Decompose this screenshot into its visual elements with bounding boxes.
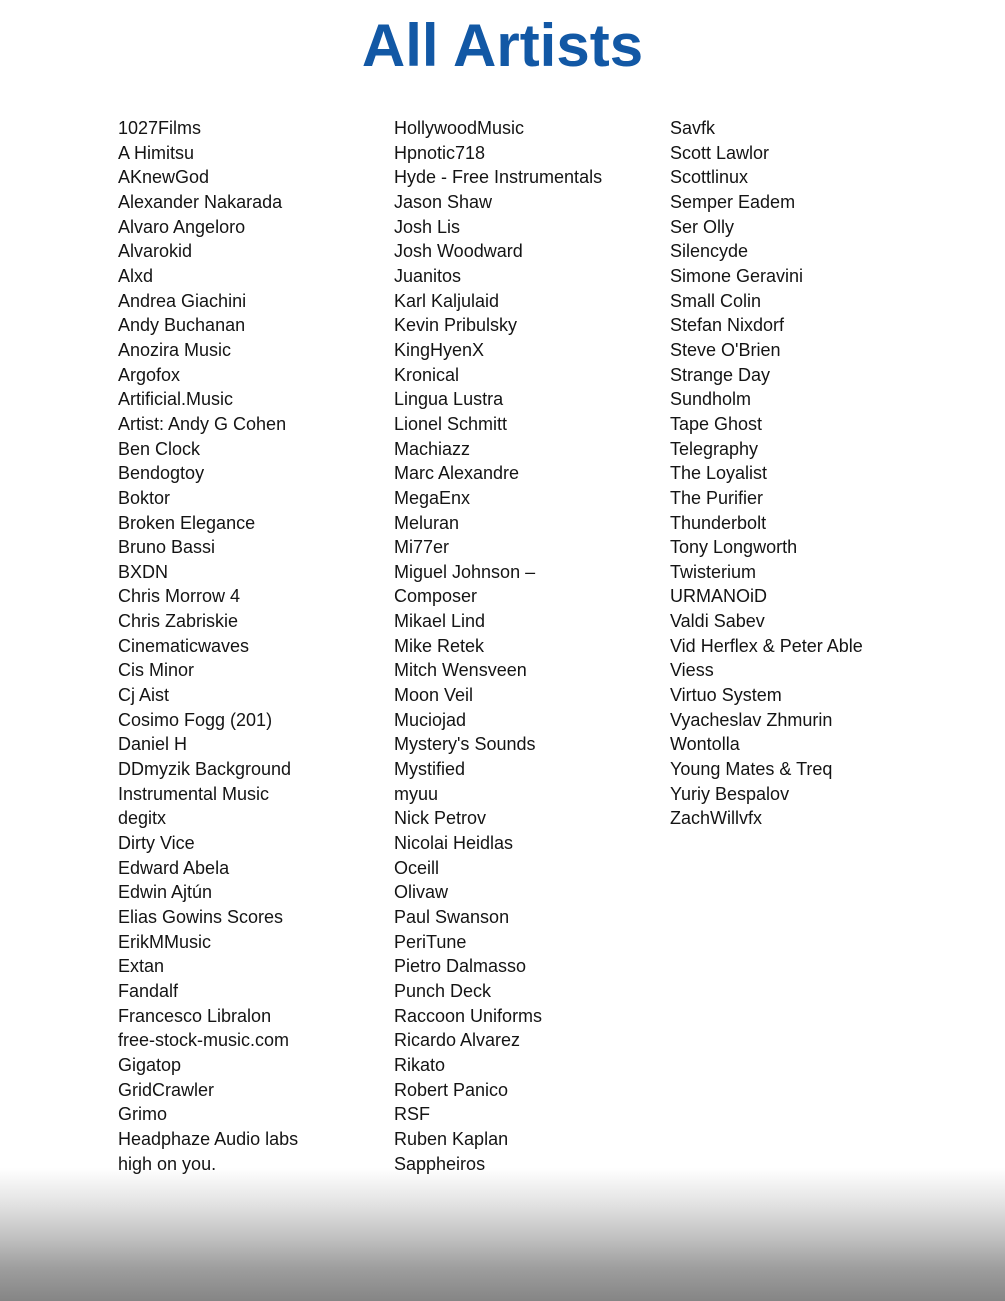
artist-name: ErikMMusic xyxy=(118,931,211,952)
artist-name: Marc Alexandre xyxy=(394,463,520,484)
artist-name: Vyacheslav Zhmurin xyxy=(670,709,833,730)
artist-name: Silencyde xyxy=(670,241,749,262)
artist-name: Telegraphy xyxy=(670,438,759,459)
artist-name: Olivaw xyxy=(394,882,449,903)
artist-name: ZachWillvfx xyxy=(670,808,763,829)
artist-name: Young Mates & Treq xyxy=(670,759,833,780)
artist-name: Virtuo System xyxy=(670,685,782,706)
artist-name: Oceill xyxy=(394,857,440,878)
artist-name: Meluran xyxy=(394,512,460,533)
artist-name: Scottlinux xyxy=(670,167,749,188)
artist-name: Yuriy Bespalov xyxy=(670,783,790,804)
artist-name: myuu xyxy=(394,783,439,804)
artist-name: Machiazz xyxy=(394,438,471,459)
artist-name: Cj Aist xyxy=(118,685,170,706)
artist-name: HollywoodMusic xyxy=(394,118,525,138)
artist-name: Valdi Sabev xyxy=(670,611,765,632)
artist-name: Artificial.Music xyxy=(118,389,234,410)
artist-name: Gigatop xyxy=(118,1054,182,1075)
artist-name: Ruben Kaplan xyxy=(394,1128,509,1149)
artist-name: Savfk xyxy=(670,118,716,138)
artist-name: 1027Films xyxy=(118,118,202,138)
artist-name: Twisterium xyxy=(670,561,757,582)
artist-name: Daniel H xyxy=(118,734,188,755)
artist-name: high on you. xyxy=(118,1153,217,1174)
artist-name: Viess xyxy=(670,660,714,681)
artist-name: Composer xyxy=(394,586,478,607)
artist-name: Nick Petrov xyxy=(394,808,487,829)
artist-name: DDmyzik Background xyxy=(118,759,292,780)
artist-name: Stefan Nixdorf xyxy=(670,315,785,336)
artist-name: Mystery's Sounds xyxy=(394,734,536,755)
artist-name: MegaEnx xyxy=(394,487,471,508)
artist-name: Steve O'Brien xyxy=(670,339,781,360)
artist-name: Josh Lis xyxy=(394,216,461,237)
artist-name: The Loyalist xyxy=(670,463,768,484)
artist-name: Alxd xyxy=(118,265,154,286)
artist-name: Lionel Schmitt xyxy=(394,413,508,434)
artist-name: Jason Shaw xyxy=(394,191,493,212)
artist-name: Fandalf xyxy=(118,980,179,1001)
artist-name: Cosimo Fogg (201) xyxy=(118,709,273,730)
artist-column-2 xyxy=(394,116,664,1176)
artist-name: Bendogtoy xyxy=(118,463,205,484)
artist-name: Vid Herflex & Peter Able xyxy=(670,635,863,656)
artist-name: Ricardo Alvarez xyxy=(394,1030,521,1051)
artist-name: Artist: Andy G Cohen xyxy=(118,413,287,434)
artist-name: Nicolai Heidlas xyxy=(394,833,514,854)
artist-name: Tony Longworth xyxy=(670,537,798,558)
artist-name: BXDN xyxy=(118,561,169,582)
artist-name: Small Colin xyxy=(670,290,762,311)
artist-name: AKnewGod xyxy=(118,167,210,188)
artist-name: PeriTune xyxy=(394,931,467,952)
artist-name: Chris Morrow 4 xyxy=(118,586,241,607)
artist-name: Hpnotic718 xyxy=(394,142,486,163)
artist-name: Mike Retek xyxy=(394,635,485,656)
artist-name: Moon Veil xyxy=(394,685,474,706)
artist-name: Broken Elegance xyxy=(118,512,256,533)
artist-name: Anozira Music xyxy=(118,339,232,360)
artist-name: Tape Ghost xyxy=(670,413,763,434)
artist-name: Cinematicwaves xyxy=(118,635,250,656)
artist-column-1 xyxy=(118,116,388,1176)
artist-name: Mikael Lind xyxy=(394,611,486,632)
artist-name: Mitch Wensveen xyxy=(394,660,527,681)
artist-name: Strange Day xyxy=(670,364,771,385)
artist-name: Lingua Lustra xyxy=(394,389,504,410)
artist-name: Juanitos xyxy=(394,265,462,286)
artist-name: Grimo xyxy=(118,1104,167,1125)
artist-name: Elias Gowins Scores xyxy=(118,907,284,927)
artist-name: Paul Swanson xyxy=(394,907,510,927)
artist-name: Alvaro Angeloro xyxy=(118,216,246,237)
artist-name: Miguel Johnson – xyxy=(394,561,536,582)
artist-name: Ben Clock xyxy=(118,438,201,459)
artist-name: Rikato xyxy=(394,1054,446,1075)
artist-name: Sundholm xyxy=(670,389,752,410)
artist-name: A Himitsu xyxy=(118,142,195,163)
artist-name: Robert Panico xyxy=(394,1079,509,1100)
artist-name: Punch Deck xyxy=(394,980,492,1001)
artist-name: Semper Eadem xyxy=(670,191,796,212)
artist-name: Andrea Giachini xyxy=(118,290,247,311)
artist-name: Alvarokid xyxy=(118,241,193,262)
artist-name: Ser Olly xyxy=(670,216,735,237)
artist-column-3 xyxy=(670,116,960,831)
artist-name: Mystified xyxy=(394,759,466,780)
artist-name: Alexander Nakarada xyxy=(118,191,283,212)
artist-name: Dirty Vice xyxy=(118,833,195,854)
artist-name: Extan xyxy=(118,956,165,977)
artist-name: KingHyenX xyxy=(394,339,485,360)
artist-name: Kronical xyxy=(394,364,460,385)
artist-name: Instrumental Music xyxy=(118,783,270,804)
artist-name: RSF xyxy=(394,1104,430,1125)
artist-name: Wontolla xyxy=(670,734,740,755)
artist-name: URMANOiD xyxy=(670,586,767,607)
artist-name: Raccoon Uniforms xyxy=(394,1005,543,1026)
artist-name: Cis Minor xyxy=(118,660,195,681)
artist-name: Chris Zabriskie xyxy=(118,611,239,632)
artist-name: Andy Buchanan xyxy=(118,315,246,336)
artist-name: Bruno Bassi xyxy=(118,537,216,558)
artist-name: Karl Kaljulaid xyxy=(394,290,500,311)
artist-name: Muciojad xyxy=(394,709,467,730)
artist-name: Francesco Libralon xyxy=(118,1005,272,1026)
page-title: All Artists xyxy=(361,12,644,79)
artist-name: Simone Geravini xyxy=(670,265,804,286)
artist-name: Edwin Ajtún xyxy=(118,882,213,903)
artist-name: Pietro Dalmasso xyxy=(394,956,527,977)
artist-name: Argofox xyxy=(118,364,181,385)
artist-name: Edward Abela xyxy=(118,857,230,878)
artist-name: degitx xyxy=(118,808,167,829)
artist-name: Kevin Pribulsky xyxy=(394,315,518,336)
artist-name: Mi77er xyxy=(394,537,450,558)
artist-name: GridCrawler xyxy=(118,1079,215,1100)
artist-name: Headphaze Audio labs xyxy=(118,1128,299,1149)
artist-name: Boktor xyxy=(118,487,171,508)
artist-name: The Purifier xyxy=(670,487,764,508)
artist-name: Scott Lawlor xyxy=(670,142,770,163)
artist-name: Sappheiros xyxy=(394,1153,486,1174)
artist-name: Thunderbolt xyxy=(670,512,767,533)
artist-name: free-stock-music.com xyxy=(118,1030,290,1051)
artist-name: Hyde - Free Instrumentals xyxy=(394,167,603,188)
artist-name: Josh Woodward xyxy=(394,241,523,262)
